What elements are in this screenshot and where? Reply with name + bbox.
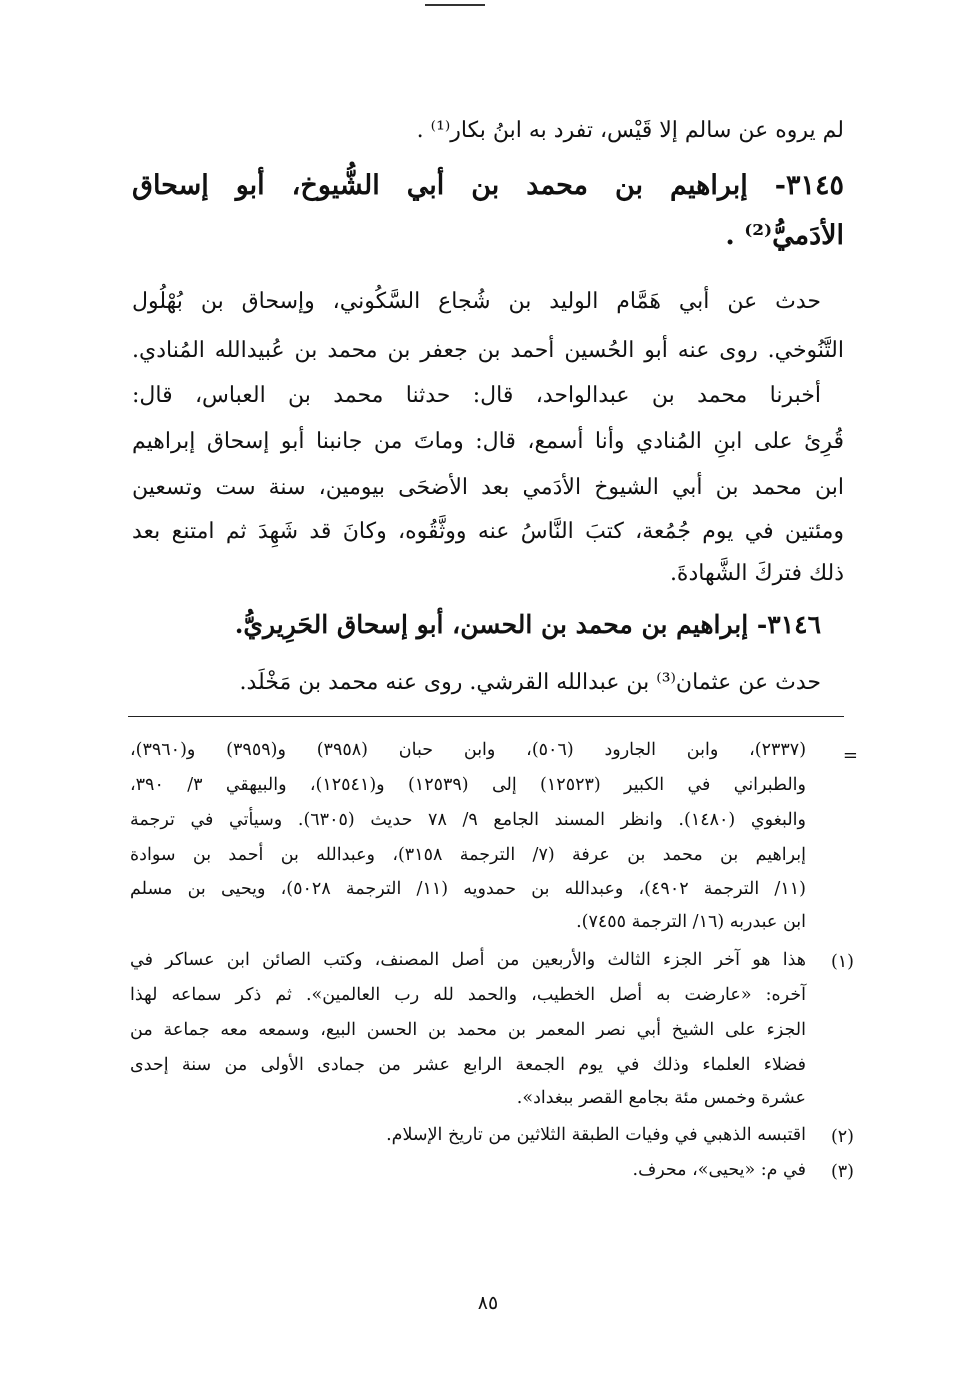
footnote-number-2: (٢) [830, 1127, 854, 1147]
text-line: التَّنُوخي. روى عنه أبو الحُسين أحمد بن جعفر بن محمد بن عُبيدالله المُنادي. [132, 338, 844, 363]
footnote-line: إبراهيم بن محمد بن عرفة (٧/ الترجمة ٣١٥٨)، وعبدالله بن أحمد بن سوادة [130, 845, 806, 865]
footnote-line: في م: «يحيى»، محرف. [632, 1160, 806, 1180]
entry-heading-3145-cont: الأدَميُّ⁽²⁾ . [725, 220, 844, 251]
footnote-line: ابن عبدربه (١٦/ الترجمة ٧٤٥٥). [576, 912, 806, 932]
text-line: حدث عن أبي هَمَّام الوليد بن شُجاع السَّكُوني، وإسحاق بن بُهْلُول [132, 289, 821, 314]
footnote-line: اقتبسه الذهبي في وفيات الطبقة الثلاثين من تاريخ الإسلام. [386, 1125, 806, 1145]
entry-heading-3145: ٣١٤٥- إبراهيم بن محمد بن أبي الشُّيوخ، أبو إسحاق [132, 170, 844, 201]
footnote-separator [128, 716, 844, 717]
footnote-line: الجزء على الشيخ أبي نصر المعمر بن محمد بن الحسن البيع، وسمعه معه جماعة من [130, 1020, 806, 1040]
footnote-line: والبغوي (١٤٨٠). وانظر المسند الجامع ٩/ ٧٨ حديث (٦٣٠٥). وسيأتي في ترجمة [130, 810, 806, 830]
footnote-line: والطبراني في الكبير (١٢٥٢٣) إلى (١٢٥٣٩) و(١٢٥٤١)، والبيهقي ٣/ ٣٩٠، [130, 775, 806, 795]
footnote-line: آخره: «عارضت به أصل الخطيب، والحمد لله رب العالمين». ثم ذكر سماعه لهذا [130, 985, 806, 1005]
entry-heading-3146: ٣١٤٦- إبراهيم بن محمد بن الحسن، أبو إسحاق الحَرِيريُّ. [234, 610, 821, 639]
text-line: قُرِئ على ابنِ المُنادي وأنا أسمع، قال: وماتَ من جانبنا أبو إسحاق إبراهيم [132, 429, 844, 454]
text-line: حدث عن عثمان⁽³⁾ بن عبدالله القرشي. روى عنه محمد بن مَخْلَد. [239, 670, 821, 695]
footnote-number-3: (٣) [830, 1162, 854, 1182]
continuation-marker: = [842, 745, 858, 766]
footnote-line: فضلاء العلماء وذلك في يوم الجمعة الرابع عشر من جمادى الأولى من سنة إحدى [130, 1055, 806, 1075]
text-line: ذلك فتركَ الشَّهادةَ. [669, 561, 844, 586]
text-line: لم يروه عن سالم إلا قَيْس، تفرد به ابنُ بكار⁽¹⁾ . [416, 118, 844, 143]
footnote-line: هذا هو آخر الجزء الثالث والأربعين من أصل المصنف، وكتب الصائن ابن عساكر في [130, 950, 806, 970]
footnote-line: عشرة وخمس مئة بجامع القصر ببغداد». [516, 1088, 806, 1108]
top-edge-mark [425, 4, 485, 6]
footnote-number-1: (١) [830, 952, 854, 972]
text-line: ابن محمد بن أبي الشيوخ الأدَمي بعد الأضحَى بيومين، سنة ست وتسعين [132, 475, 844, 500]
footnote-line: (١١/ الترجمة ٤٩٠٢)، وعبدالله بن حمدويه (١١/ الترجمة ٥٠٢٨)، ويحيى بن مسلم [130, 879, 806, 899]
footnote-line: (٢٣٣٧)، وابن الجارود (٥٠٦)، وابن حبان (٣٩٥٨) و(٣٩٥٩) و(٣٩٦٠)، [130, 740, 807, 760]
text-line: أخبرنا محمد بن عبدالواحد، قال: حدثنا محمد بن العباس، قال: [132, 383, 821, 408]
text-line: ومئتين في يوم جُمُعة، كتبَ النَّاسُ عنه ووثَّقُوه، وكانَ قد شَهِدَ ثم امتنع بعد [132, 519, 844, 544]
page-number: ٨٥ [477, 1292, 499, 1314]
